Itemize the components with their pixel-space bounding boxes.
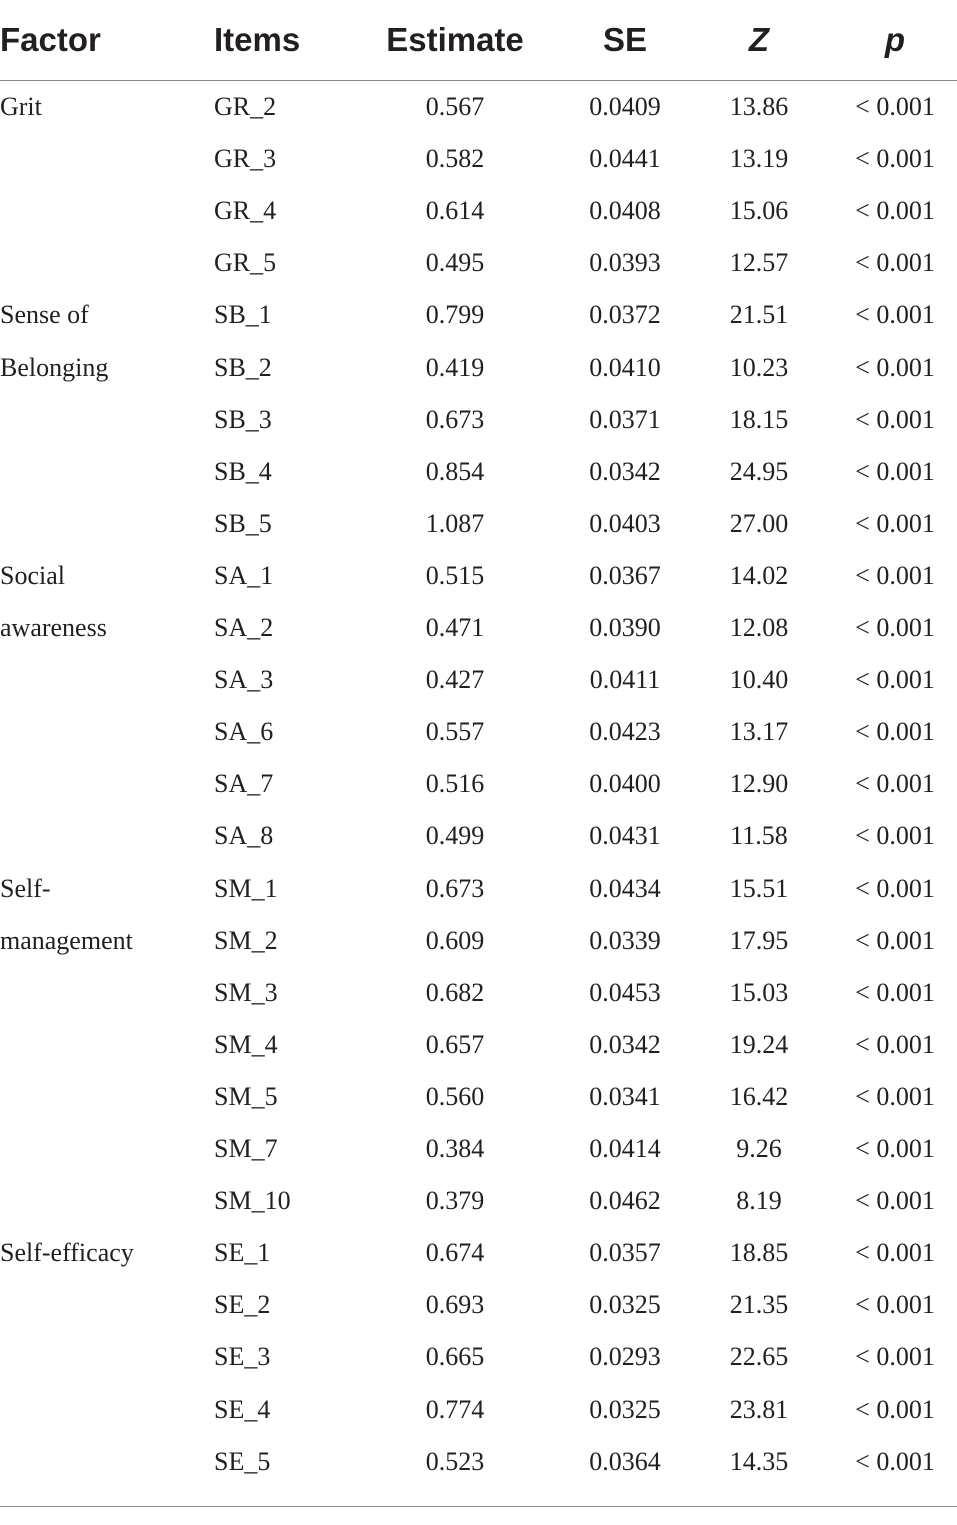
cell-item: SM_4 — [214, 1029, 278, 1059]
cell-se: 0.0403 — [589, 508, 661, 538]
cell-z: 9.26 — [736, 1134, 782, 1163]
table-row — [0, 810, 957, 862]
cell-estimate: 0.516 — [425, 769, 485, 799]
header-se: SE — [602, 21, 648, 58]
cell-item: SM_10 — [214, 1186, 291, 1216]
cell-estimate: 0.609 — [425, 925, 485, 955]
cell-z: 13.86 — [729, 92, 789, 121]
cell-p: < 0.001 — [855, 977, 935, 1007]
cell-se: 0.0408 — [589, 196, 661, 226]
cell-item: SB_2 — [214, 352, 272, 382]
cell-estimate: 0.682 — [425, 977, 485, 1007]
cell-se: 0.0410 — [589, 352, 661, 382]
cell-z: 17.95 — [729, 925, 789, 955]
cell-item: SA_3 — [214, 665, 274, 695]
cell-z: 12.57 — [729, 248, 789, 278]
cell-z: 12.90 — [729, 769, 789, 799]
cell-item: SE_5 — [214, 1446, 271, 1476]
cell-item: SE_1 — [214, 1238, 271, 1268]
cell-estimate: 0.560 — [425, 1081, 485, 1111]
cell-item: SB_4 — [214, 456, 272, 486]
cell-se: 0.0431 — [589, 821, 661, 851]
cell-p: < 0.001 — [855, 92, 935, 121]
cell-estimate: 0.557 — [425, 717, 485, 747]
cell-factor: Sense of — [0, 300, 89, 330]
cell-item: SA_7 — [214, 769, 274, 799]
cell-z: 18.15 — [729, 404, 789, 434]
cell-item: SB_1 — [214, 300, 272, 330]
table-bottom-rule — [0, 1506, 957, 1507]
cell-factor: Social — [0, 560, 65, 590]
table-row — [0, 1123, 957, 1175]
cell-z: 24.95 — [729, 456, 789, 486]
table-row — [0, 1331, 957, 1383]
table-row — [0, 1071, 957, 1123]
cell-p: < 0.001 — [855, 1238, 935, 1268]
header-estimate: Estimate — [386, 21, 524, 58]
cell-estimate: 0.567 — [425, 92, 485, 121]
cell-estimate: 0.693 — [425, 1290, 485, 1320]
cell-p: < 0.001 — [855, 613, 935, 642]
cell-estimate: 0.495 — [425, 248, 485, 278]
cell-estimate: 0.665 — [425, 1342, 485, 1372]
header-items: Items — [214, 21, 301, 58]
cell-z: 14.35 — [729, 1446, 789, 1476]
cell-item: GR_4 — [214, 196, 277, 226]
cell-factor: Grit — [0, 92, 42, 121]
cell-item: SE_2 — [214, 1290, 271, 1320]
cell-p: < 0.001 — [855, 456, 935, 486]
cell-estimate: 0.774 — [425, 1394, 485, 1424]
cell-p: < 0.001 — [855, 1029, 935, 1059]
cell-se: 0.0367 — [589, 560, 661, 590]
cell-p: < 0.001 — [855, 821, 935, 851]
cell-z: 21.35 — [729, 1290, 789, 1320]
cell-z: 22.65 — [729, 1342, 789, 1372]
cell-se: 0.0293 — [589, 1342, 661, 1372]
cell-p: < 0.001 — [855, 1394, 935, 1424]
cell-p: < 0.001 — [855, 1186, 935, 1216]
cell-item: SA_2 — [214, 613, 274, 642]
table-row — [0, 342, 957, 394]
cell-item: SE_3 — [214, 1342, 271, 1372]
cell-z: 14.02 — [729, 560, 789, 590]
cell-item: SB_5 — [214, 508, 272, 538]
cell-estimate: 0.419 — [425, 352, 485, 382]
cell-item: SM_2 — [214, 925, 278, 955]
header-p: p — [884, 21, 906, 58]
cell-factor: Belonging — [0, 352, 109, 382]
cell-se: 0.0339 — [589, 925, 661, 955]
cell-estimate: 0.471 — [425, 613, 485, 642]
cell-se: 0.0393 — [589, 248, 661, 278]
cell-p: < 0.001 — [855, 1081, 935, 1111]
cell-p: < 0.001 — [855, 508, 935, 538]
cell-item: GR_2 — [214, 92, 277, 121]
table-row — [0, 237, 957, 289]
cell-p: < 0.001 — [855, 665, 935, 695]
table-row — [0, 1227, 957, 1279]
table-row — [0, 550, 957, 602]
table-row — [0, 706, 957, 758]
cell-se: 0.0414 — [589, 1134, 661, 1163]
table-row — [0, 289, 957, 341]
cell-factor: awareness — [0, 613, 107, 642]
table-row — [0, 446, 957, 498]
table-row — [0, 1019, 957, 1071]
cell-estimate: 0.379 — [425, 1186, 485, 1216]
table-row — [0, 498, 957, 550]
cell-se: 0.0434 — [589, 873, 661, 903]
cell-item: GR_3 — [214, 144, 277, 174]
cell-factor: Self- — [0, 873, 51, 903]
header-factor: Factor — [0, 21, 101, 58]
cell-estimate: 0.854 — [425, 456, 485, 486]
cell-z: 10.23 — [729, 352, 789, 382]
cell-item: SM_7 — [214, 1134, 278, 1163]
cell-estimate: 0.427 — [425, 665, 485, 695]
table-row — [0, 602, 957, 654]
cell-se: 0.0342 — [589, 1029, 661, 1059]
cell-z: 19.24 — [729, 1029, 789, 1059]
cell-z: 13.17 — [729, 717, 789, 747]
cell-z: 15.51 — [729, 873, 789, 903]
cell-se: 0.0372 — [589, 300, 661, 330]
cell-z: 11.58 — [730, 821, 788, 851]
cell-se: 0.0409 — [589, 92, 661, 121]
cell-estimate: 0.674 — [425, 1238, 485, 1268]
cell-estimate: 0.657 — [425, 1029, 485, 1059]
cell-z: 23.81 — [729, 1394, 789, 1424]
cell-p: < 0.001 — [855, 1134, 935, 1163]
table-row — [0, 1175, 957, 1227]
table-row — [0, 654, 957, 706]
table-header — [0, 0, 957, 81]
cell-p: < 0.001 — [855, 300, 935, 330]
cell-z: 15.03 — [729, 977, 789, 1007]
cell-p: < 0.001 — [855, 196, 935, 226]
cell-z: 15.06 — [729, 196, 789, 226]
cell-z: 21.51 — [729, 300, 789, 330]
cell-p: < 0.001 — [855, 404, 935, 434]
cell-p: < 0.001 — [855, 1290, 935, 1320]
cell-estimate: 0.515 — [425, 560, 485, 590]
table-row — [0, 1384, 957, 1436]
cell-se: 0.0411 — [589, 665, 661, 695]
cell-p: < 0.001 — [855, 1446, 935, 1476]
cell-estimate: 0.673 — [425, 404, 485, 434]
cell-z: 8.19 — [736, 1186, 782, 1216]
cell-item: SM_5 — [214, 1081, 278, 1111]
cell-estimate: 0.614 — [425, 196, 485, 226]
table-row — [0, 967, 957, 1019]
cell-item: SA_6 — [214, 717, 274, 747]
table-row — [0, 81, 957, 133]
cell-se: 0.0342 — [589, 456, 661, 486]
cell-item: GR_5 — [214, 248, 277, 278]
cell-item: SA_1 — [214, 560, 274, 590]
header-z: Z — [748, 21, 770, 58]
cell-se: 0.0453 — [589, 977, 661, 1007]
table-row — [0, 1436, 957, 1488]
cell-se: 0.0423 — [589, 717, 661, 747]
cell-p: < 0.001 — [855, 1342, 935, 1372]
cell-p: < 0.001 — [855, 769, 935, 799]
cell-se: 0.0325 — [589, 1394, 661, 1424]
cell-factor: Self-efficacy — [0, 1238, 134, 1268]
table-row — [0, 758, 957, 810]
table-row — [0, 133, 957, 185]
cell-p: < 0.001 — [855, 925, 935, 955]
table-row — [0, 915, 957, 967]
cell-se: 0.0400 — [589, 769, 661, 799]
cell-p: < 0.001 — [855, 352, 935, 382]
cell-z: 16.42 — [729, 1081, 789, 1111]
cell-z: 12.08 — [729, 613, 789, 642]
cell-p: < 0.001 — [855, 144, 935, 174]
cell-estimate: 0.499 — [425, 821, 485, 851]
cell-se: 0.0390 — [589, 613, 661, 642]
cell-item: SE_4 — [214, 1394, 271, 1424]
cell-estimate: 0.523 — [425, 1446, 485, 1476]
table-row — [0, 1279, 957, 1331]
cell-se: 0.0364 — [589, 1446, 661, 1476]
cell-se: 0.0325 — [589, 1290, 661, 1320]
cell-item: SM_3 — [214, 977, 278, 1007]
cell-p: < 0.001 — [855, 873, 935, 903]
cell-item: SM_1 — [214, 873, 278, 903]
table-row — [0, 394, 957, 446]
cell-p: < 0.001 — [855, 560, 935, 590]
cell-item: SB_3 — [214, 404, 272, 434]
cell-se: 0.0371 — [589, 404, 661, 434]
table-row — [0, 185, 957, 237]
cell-estimate: 0.673 — [425, 873, 485, 903]
cell-z: 18.85 — [729, 1238, 789, 1268]
cell-z: 13.19 — [729, 144, 789, 174]
cell-estimate: 0.384 — [425, 1134, 485, 1163]
cell-se: 0.0341 — [589, 1081, 661, 1111]
cell-item: SA_8 — [214, 821, 274, 851]
cell-z: 27.00 — [729, 508, 789, 538]
cell-se: 0.0441 — [589, 144, 661, 174]
cell-estimate: 1.087 — [425, 508, 485, 538]
cell-z: 10.40 — [729, 665, 789, 695]
cell-estimate: 0.582 — [425, 144, 485, 174]
cell-estimate: 0.799 — [425, 300, 485, 330]
cell-se: 0.0357 — [589, 1238, 661, 1268]
table-row — [0, 863, 957, 915]
cell-p: < 0.001 — [855, 248, 935, 278]
cell-factor: management — [0, 925, 133, 955]
cell-se: 0.0462 — [589, 1186, 661, 1216]
cell-p: < 0.001 — [855, 717, 935, 747]
